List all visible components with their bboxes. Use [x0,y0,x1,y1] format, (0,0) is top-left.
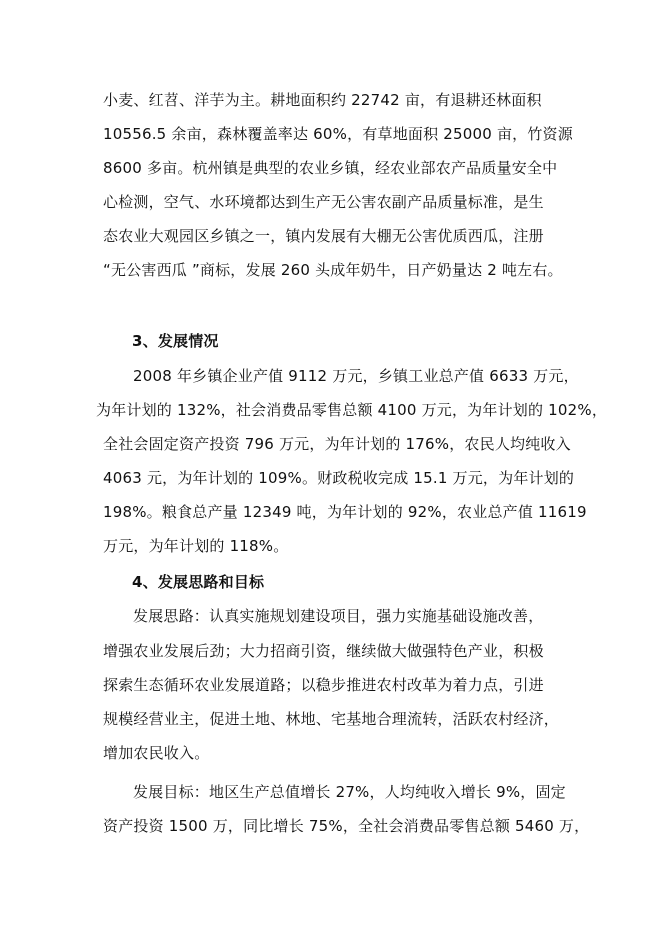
intro-line-6: “无公害西瓜 ”商标，发展 260 头成年奶牛，日产奶量达 2 吨左右。 [103,261,563,279]
intro-line-4: 心检测，空气、水环境都达到生产无公害农副产品质量标准，是生 [103,193,544,211]
goals-line-1: 发展目标：地区生产总值增长 27%，人均纯收入增长 9%，固定 [133,783,566,801]
section-3-line-4: 4063 元，为年计划的 109%。财政税收完成 15.1 万元，为年计划的 [103,469,575,487]
section-3-line-5: 198%。粮食总产量 12349 吨，为年计划的 92%，农业总产值 11619 [103,503,587,521]
goals-line-2: 资产投资 1500 万，同比增长 75%，全社会消费品零售总额 5460 万， [103,817,590,835]
ideas-line-2: 增强农业发展后劲；大力招商引资，继续做大做强特色产业，积极 [103,642,544,660]
intro-line-5: 态农业大观园区乡镇之一，镇内发展有大棚无公害优质西瓜，注册 [103,227,544,245]
ideas-line-4: 规模经营业主，促进土地、林地、宅基地合理流转，活跃农村经济， [103,710,560,728]
intro-line-2: 10556.5 余亩，森林覆盖率达 60%，有草地面积 25000 亩，竹资源 [103,125,573,143]
ideas-line-5: 增加农民收入。 [103,744,210,762]
section-3-line-6: 万元，为年计划的 118%。 [103,537,289,555]
intro-line-3: 8600 多亩。杭州镇是典型的农业乡镇，经农业部农产品质量安全中 [103,159,558,177]
ideas-line-1: 发展思路：认真实施规划建设项目，强力实施基础设施改善， [133,607,544,625]
section-3-line-3: 全社会固定资产投资 796 万元，为年计划的 176%，农民人均纯收入 [103,435,571,453]
section-3-heading: 3、发展情况 [132,332,219,350]
section-3-line-2: 为年计划的 132%，社会消费品零售总额 4100 万元，为年计划的 102%， [96,401,608,419]
ideas-line-3: 探索生态循环农业发展道路；以稳步推进农村改革为着力点，引进 [103,676,544,694]
section-3-line-1: 2008 年乡镇企业产值 9112 万元，乡镇工业总产值 6633 万元， [133,367,579,385]
section-4-heading: 4、发展思路和目标 [132,573,265,591]
intro-line-1: 小麦、红苕、洋芋为主。耕地面积约 22742 亩，有退耕还林面积 [103,91,542,109]
